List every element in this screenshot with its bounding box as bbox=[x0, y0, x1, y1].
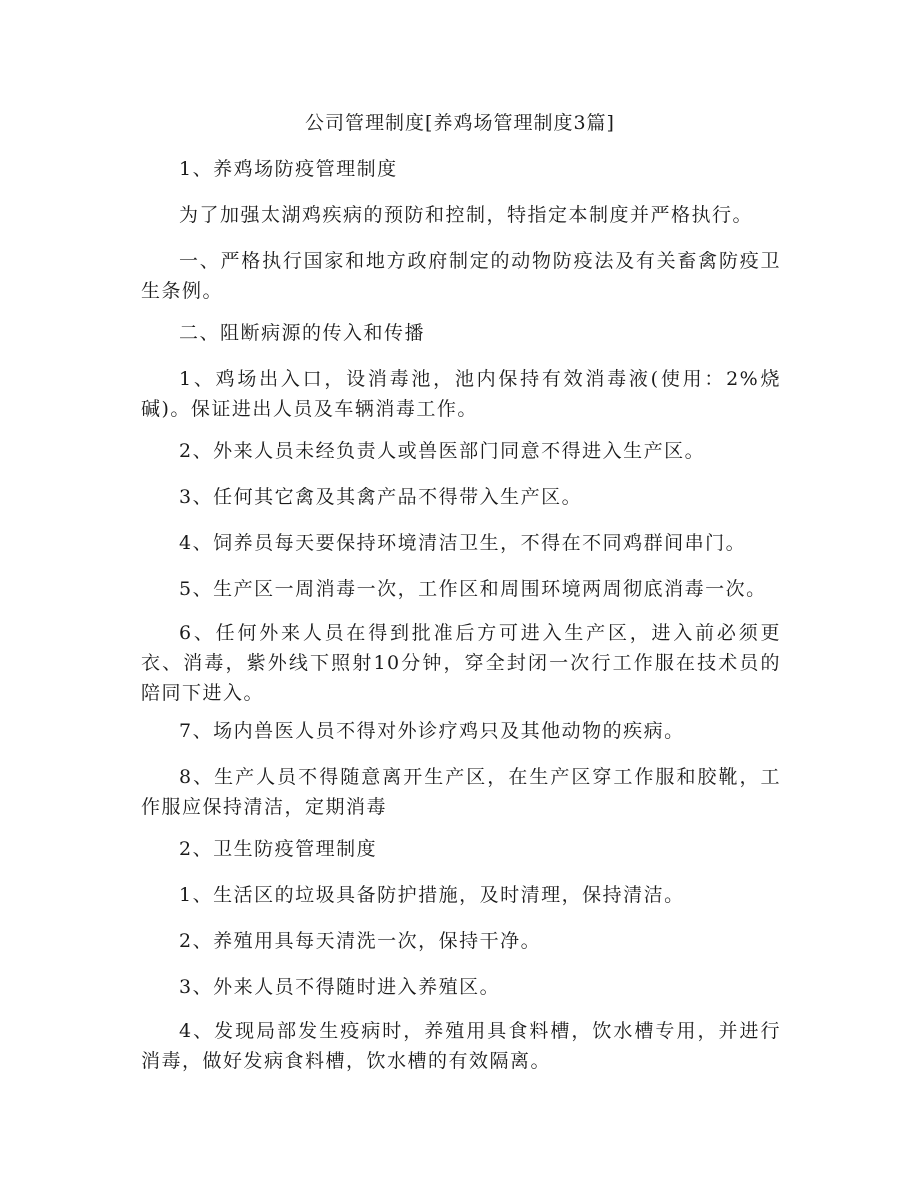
paragraph-rule-8: 8、生产人员不得随意离开生产区，在生产区穿工作服和胶靴，工作服应保持清洁，定期消毒 bbox=[141, 766, 781, 818]
paragraph-rule-4: 4、饲养员每天要保持环境清洁卫生，不得在不同鸡群间串门。 bbox=[179, 532, 747, 554]
paragraph-rule-1: 1、鸡场出入口，设消毒池，池内保持有效消毒液(使用：2%烧碱)。保证进出人员及车辆消毒工作。 bbox=[141, 368, 781, 420]
paragraph-hygiene-rule-4: 4、发现局部发生疫病时，养殖用具食料槽，饮水槽专用，并进行消毒，做好发病食料槽，饮水槽的有效隔离。 bbox=[141, 1020, 781, 1072]
paragraph-rule-6: 6、任何外来人员在得到批准后方可进入生产区，进入前必须更衣、消毒，紫外线下照射10分钟，穿全封闭一次行工作服在技术员的陪同下进入。 bbox=[141, 622, 781, 704]
paragraph-intro: 为了加强太湖鸡疾病的预防和控制，特指定本制度并严格执行。 bbox=[179, 204, 754, 226]
paragraph-rule-7: 7、场内兽医人员不得对外诊疗鸡只及其他动物的疾病。 bbox=[179, 720, 685, 742]
paragraph-rule-3: 3、任何其它禽及其禽产品不得带入生产区。 bbox=[179, 486, 583, 508]
section-heading-hygiene: 2、卫生防疫管理制度 bbox=[179, 838, 378, 860]
paragraph-rule-5: 5、生产区一周消毒一次，工作区和周围环境两周彻底消毒一次。 bbox=[179, 578, 767, 600]
paragraph-item-two: 二、阻断病源的传入和传播 bbox=[179, 322, 426, 344]
document-title: 公司管理制度[养鸡场管理制度3篇] bbox=[305, 112, 615, 134]
paragraph-hygiene-rule-3: 3、外来人员不得随时进入养殖区。 bbox=[179, 976, 501, 998]
paragraph-hygiene-rule-2: 2、养殖用具每天清洗一次，保持干净。 bbox=[179, 930, 542, 952]
section-heading-epidemic-prevention: 1、养鸡场防疫管理制度 bbox=[179, 158, 398, 180]
paragraph-hygiene-rule-1: 1、生活区的垃圾具备防护措施，及时清理，保持清洁。 bbox=[179, 884, 685, 906]
paragraph-item-one: 一、严格执行国家和地方政府制定的动物防疫法及有关畜禽防疫卫生条例。 bbox=[141, 250, 781, 302]
paragraph-rule-2: 2、外来人员未经负责人或兽医部门同意不得进入生产区。 bbox=[179, 440, 706, 462]
